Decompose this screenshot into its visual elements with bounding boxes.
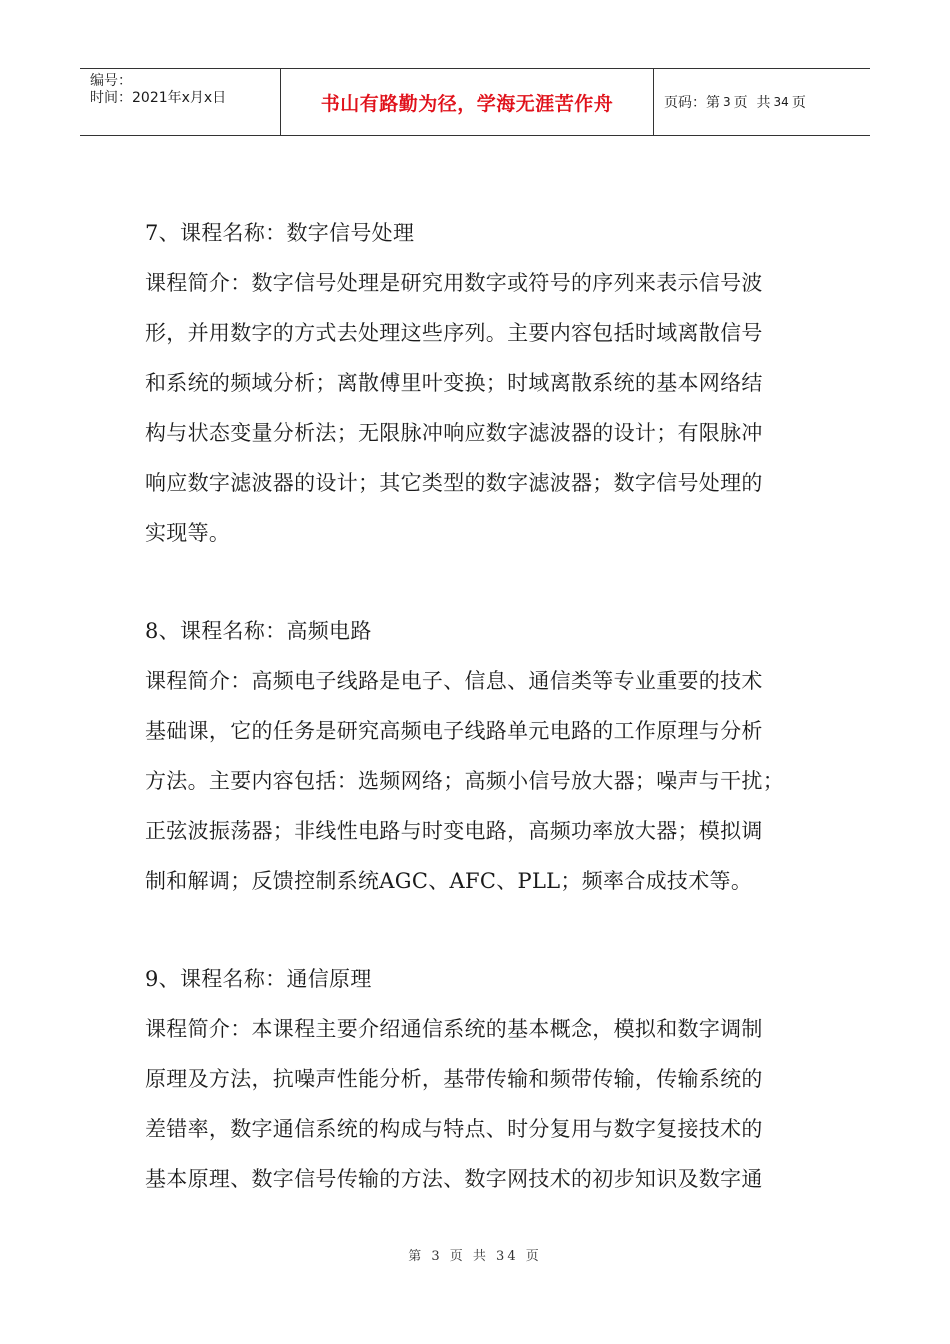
page-footer: 第 3 页 共 34 页 [408,1249,542,1264]
course-line: 课程简介：本课程主要介绍通信系统的基本概念，模拟和数字调制 [145,1017,763,1041]
course-section-9 [145,954,825,1204]
course-line: 形，并用数字的方式去处理这些序列。主要内容包括时域离散信号 [145,321,763,345]
header-meta-cell [80,69,281,135]
document-date: 时间：2021年x月x日 [90,90,227,106]
course-line: 和系统的频域分析；离散傅里叶变换；时域离散系统的基本网络结 [145,371,763,395]
course-line: 基础课，它的任务是研究高频电子线路单元电路的工作原理与分析 [145,719,763,743]
page-current: 3 [723,95,731,109]
course-line: 课程简介：数字信号处理是研究用数字或符号的序列来表示信号波 [145,271,763,295]
course-line: 正弦波振荡器；非线性电路与时变电路，高频功率放大器；模拟调 [145,819,763,843]
page-prefix: 页码：第 [664,95,720,111]
course-line: 课程简介：高频电子线路是电子、信息、通信类等专业重要的技术 [145,669,763,693]
course-line: 方法。主要内容包括：选频网络；高频小信号放大器；噪声与干扰； [145,769,784,793]
document-body [145,208,825,1252]
header-page-info [654,69,870,135]
page-suffix: 页 [791,95,806,111]
course-line: 差错率，数字通信系统的构成与特点、时分复用与数字复接技术的 [145,1117,763,1141]
course-title: 8、课程名称：高频电路 [145,619,372,643]
course-line: 原理及方法，抗噪声性能分析，基带传输和频带传输，传输系统的 [145,1067,763,1091]
page-header [80,68,870,136]
course-line: 响应数字滤波器的设计；其它类型的数字滤波器；数字信号处理的 [145,471,763,495]
course-section-8 [145,606,825,906]
course-line: 基本原理、数字信号传输的方法、数字网技术的初步知识及数字通 [145,1167,763,1191]
header-motto: 书山有路勤为径，学海无涯苦作舟 [281,69,654,135]
course-title: 9、课程名称：通信原理 [145,967,372,991]
course-section-7 [145,208,825,558]
course-title: 7、课程名称：数字信号处理 [145,221,415,245]
course-line: 构与状态变量分析法；无限脉冲响应数字滤波器的设计；有限脉冲 [145,421,763,445]
course-line: 制和解调；反馈控制系统AGC、AFC、PLL；频率合成技术等。 [145,869,753,893]
page-mid: 页 共 [733,95,771,111]
course-line: 实现等。 [145,521,231,545]
page-total: 34 [773,95,789,109]
document-number-label: 编号： [90,73,132,89]
